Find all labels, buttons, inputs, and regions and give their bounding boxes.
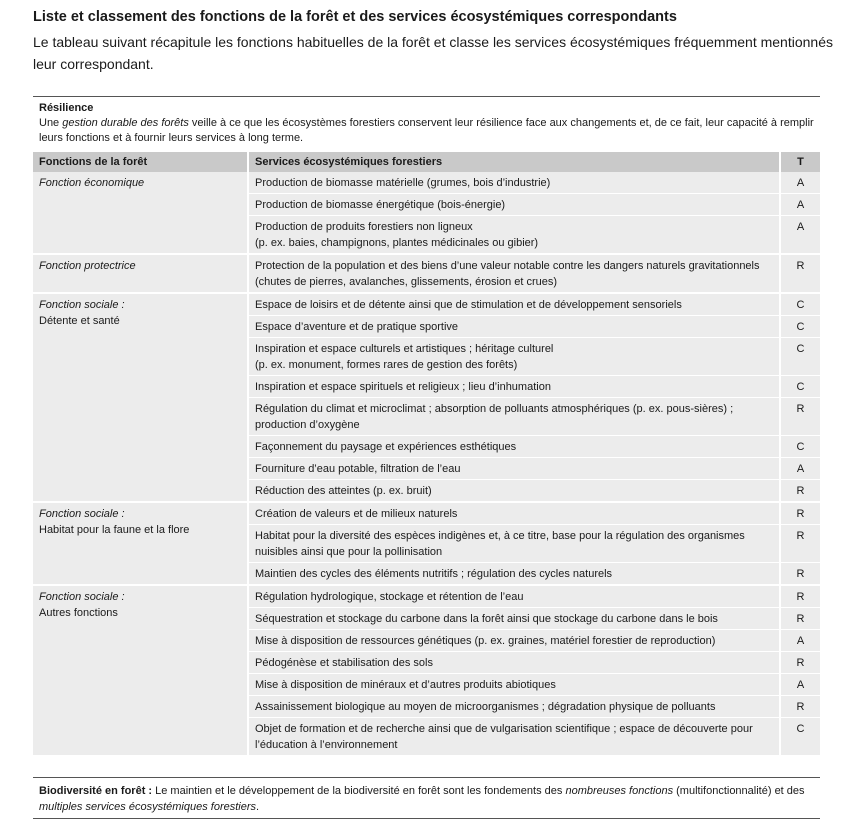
type-cell: R [780,398,820,436]
table-body [33,172,820,755]
service-cell: Fourniture d’eau potable, filtration de l’eau [248,458,780,480]
biodiversity-heading: Biodiversité en forêt : [39,785,153,797]
table-header-row [33,152,820,172]
end-divider [33,818,820,819]
service-cell: Inspiration et espace culturels et artistiques ; héritage culturel (p. ex. monument, formes rares de gestion des forêts) [248,338,780,376]
type-cell: R [780,696,820,718]
service-cell: Assainissement biologique au moyen de microorganismes ; dégradation physique de polluants [248,696,780,718]
function-name: Fonction sociale : [39,591,125,603]
bottom-divider [33,777,820,778]
service-cell: Production de biomasse énergétique (bois-énergie) [248,194,780,216]
service-cell: Régulation du climat et microclimat ; absorption de polluants atmosphériques (p. ex. pous-sières) ; production d’oxygène [248,398,780,436]
type-cell: A [780,216,820,255]
page-title: Liste et classement des fonctions de la forêt et des services écosystémiques correspondants [33,9,677,25]
service-cell: Production de produits forestiers non ligneux (p. ex. baies, champignons, plantes médicinales ou gibier) [248,216,780,255]
type-cell: C [780,338,820,376]
biodiversity-italic-1: nombreuses fonctions [565,785,674,797]
biodiversity-text-2: (multifonctionnalité) et des [673,785,805,797]
service-cell: Séquestration et stockage du carbone dans la forêt ainsi que stockage du carbone dans le bois [248,608,780,630]
header-services: Services écosystémiques forestiers [248,152,780,172]
type-cell: R [780,480,820,503]
type-cell: A [780,630,820,652]
type-cell: R [780,608,820,630]
function-cell [33,585,248,755]
service-cell: Mise à disposition de ressources génétiques (p. ex. graines, matériel forestier de reproduction) [248,630,780,652]
function-subtitle: Autres fonctions [39,607,118,619]
type-cell: C [780,316,820,338]
type-cell: A [780,674,820,696]
service-cell: Espace de loisirs et de détente ainsi que de stimulation et de développement sensoriels [248,293,780,316]
function-name: Fonction protectrice [39,260,136,272]
function-subtitle: Habitat pour la faune et la flore [39,524,190,536]
service-cell: Inspiration et espace spirituels et religieux ; lieu d’inhumation [248,376,780,398]
resilience-italic: gestion durable des forêts [62,117,189,129]
type-cell: R [780,254,820,293]
service-cell: Protection de la population et des biens d’une valeur notable contre les dangers naturels gravitationnels (chutes de pierres, avalanches, glissements, érosion et crues) [248,254,780,293]
header-t: T [780,152,820,172]
service-cell: Pédogénèse et stabilisation des sols [248,652,780,674]
service-cell: Réduction des atteintes (p. ex. bruit) [248,480,780,503]
function-cell [33,293,248,502]
type-cell: A [780,172,820,194]
resilience-heading: Résilience [39,102,94,114]
table-row [33,502,820,525]
service-cell: Habitat pour la diversité des espèces indigènes et, à ce titre, base pour la régulation des organismes nuisibles ainsi que pour la pollinisation [248,525,780,563]
function-name: Fonction économique [39,177,145,189]
table-row [33,293,820,316]
service-cell: Mise à disposition de minéraux et d’autres produits abiotiques [248,674,780,696]
type-cell: C [780,436,820,458]
top-divider [33,96,820,97]
type-cell: R [780,525,820,563]
function-name: Fonction sociale : [39,299,125,311]
type-cell: R [780,502,820,525]
function-name: Fonction sociale : [39,508,125,520]
service-cell: Objet de formation et de recherche ainsi que de vulgarisation scientifique ; espace de découverte pour l’éducation à l’environnement [248,718,780,756]
service-cell: Espace d’aventure et de pratique sportive [248,316,780,338]
service-cell: Façonnement du paysage et expériences esthétiques [248,436,780,458]
function-cell [33,254,248,293]
function-subtitle: Détente et santé [39,315,120,327]
service-cell: Maintien des cycles des éléments nutritifs ; régulation des cycles naturels [248,563,780,586]
type-cell: R [780,563,820,586]
resilience-box [39,101,819,146]
biodiversity-text-3: . [256,801,260,813]
header-functions: Fonctions de la forêt [33,152,248,172]
type-cell: C [780,376,820,398]
biodiversity-note [39,783,819,815]
intro-text: Le tableau suivant récapitule les fonctions habituelles de la forêt et classe les services écosystémiques fréquemment mentionnés leur correspondant. [33,34,833,72]
type-cell: R [780,652,820,674]
table-row [33,585,820,608]
type-cell: C [780,718,820,756]
function-cell [33,172,248,254]
type-cell: C [780,293,820,316]
table-row [33,172,820,194]
function-cell [33,502,248,585]
type-cell: A [780,194,820,216]
biodiversity-text-1: Le maintien et le développement de la biodiversité en forêt sont les fondements des [152,785,566,797]
type-cell: A [780,458,820,480]
functions-table [33,152,820,755]
biodiversity-italic-2: multiples services écosystémiques forestiers [39,801,257,813]
type-cell: R [780,585,820,608]
resilience-prefix: Une [39,117,63,129]
table-row [33,254,820,293]
service-cell: Création de valeurs et de milieux naturels [248,502,780,525]
resilience-text: veille à ce que les écosystèmes forestiers conservent leur résilience face aux changements et, de ce fait, leur capacité à remplir leurs fonctions et à fournir leurs services à long terme. [39,117,814,144]
service-cell: Production de biomasse matérielle (grumes, bois d’industrie) [248,172,780,194]
service-cell: Régulation hydrologique, stockage et rétention de l’eau [248,585,780,608]
